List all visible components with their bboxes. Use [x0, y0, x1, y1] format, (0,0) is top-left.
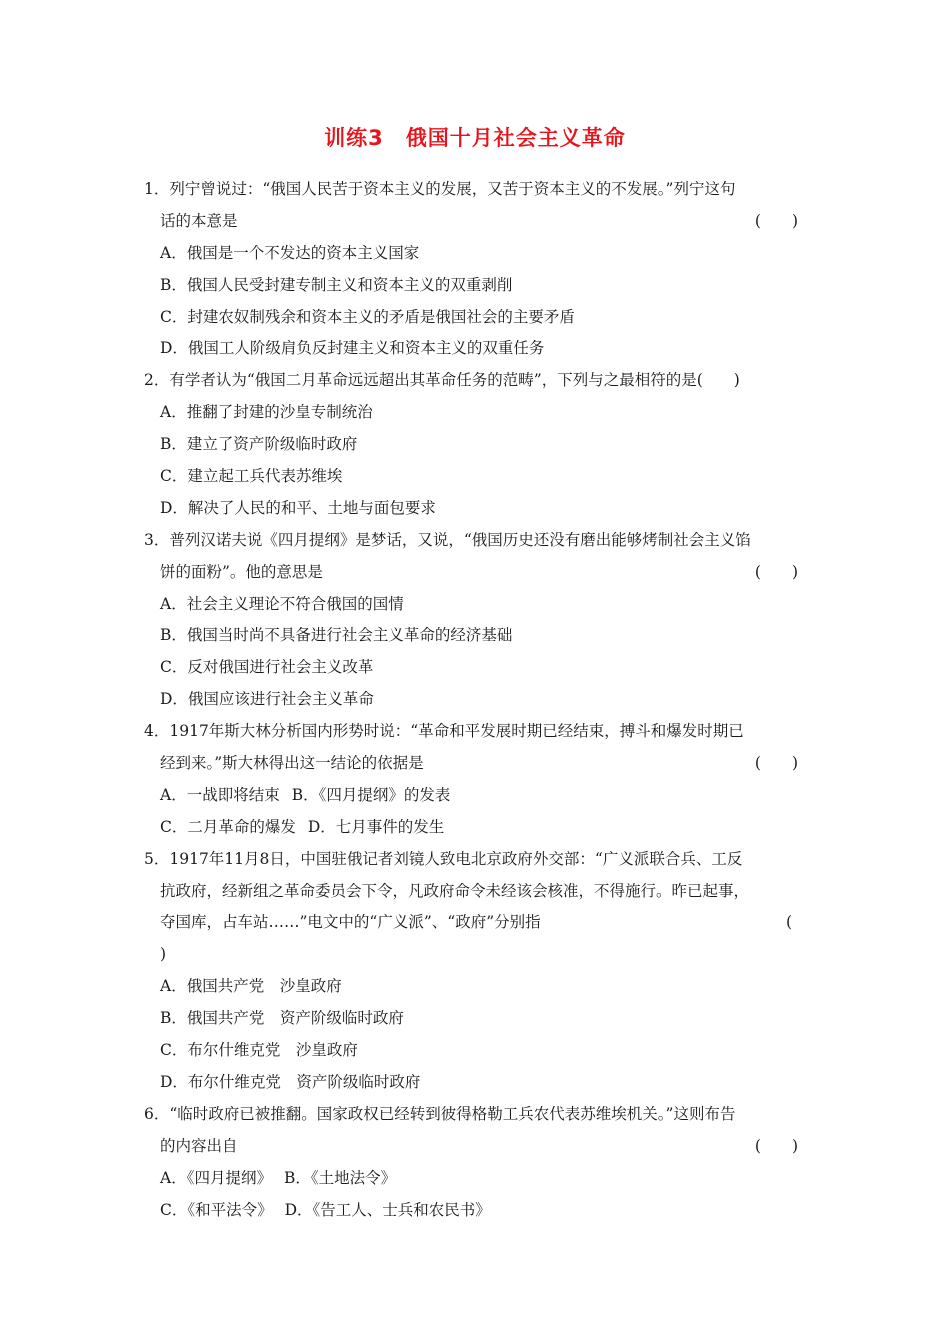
- option-b: B．俄国共产党 资产阶级临时政府: [160, 1009, 404, 1028]
- option-a: A．《四月提纲》: [160, 1168, 272, 1187]
- question-stem: [144, 365, 806, 397]
- answer-space[interactable]: [703, 371, 734, 389]
- option-c: C．二月革命的爆发: [160, 817, 296, 836]
- question-stem-continued: [144, 748, 806, 780]
- question-stem-text: 话的本意是: [160, 211, 238, 230]
- option-c: C．反对俄国进行社会主义改革: [160, 658, 374, 677]
- question-6: [144, 1099, 806, 1227]
- question-4: [144, 716, 806, 844]
- question-3: [144, 525, 806, 716]
- answer-bracket[interactable]: ( ): [754, 1136, 798, 1155]
- question-stem-text: 夺国库，占车站……”电文中的“广义派”、“政府”分别指: [160, 913, 541, 932]
- question-stem-continued: 抗政府，经新组之革命委员会下令，凡政府命令未经该会核准，不得施行。昨已起事，: [160, 881, 750, 900]
- question-2: [144, 365, 806, 524]
- question-stem: 3．普列汉诺夫说《四月提纲》是梦话，又说，“俄国历史还没有磨出能够烤制社会主义馅: [144, 530, 751, 549]
- option-c: C．建立起工兵代表苏维埃: [160, 467, 343, 486]
- question-stem-text: 经到来。”斯大林得出这一结论的依据是: [160, 754, 424, 773]
- option-c: C．《和平法令》: [160, 1200, 273, 1219]
- option-d: D．七月事件的发生: [307, 817, 445, 836]
- answer-bracket-close: ): [733, 371, 740, 390]
- option-a: A．俄国是一个不发达的资本主义国家: [160, 243, 420, 262]
- question-list: [144, 174, 806, 1226]
- option-d: D．布尔什维克党 资产阶级临时政府: [160, 1072, 421, 1091]
- option-d: D．俄国工人阶级肩负反封建主义和资本主义的双重任务: [160, 339, 545, 358]
- option-a: A．一战即将结束: [160, 785, 280, 804]
- option-d: D．《告工人、士兵和农民书》: [284, 1200, 491, 1219]
- answer-bracket[interactable]: ( ): [754, 562, 798, 581]
- option-c: C．封建农奴制残余和资本主义的矛盾是俄国社会的主要矛盾: [160, 307, 575, 326]
- answer-bracket-open[interactable]: (: [785, 913, 792, 932]
- question-stem-continued: [144, 557, 806, 589]
- question-stem-continued: [144, 907, 806, 939]
- answer-bracket-close: ): [160, 945, 167, 964]
- question-stem-text: 2．有学者认为“俄国二月革命远远超出其革命任务的范畴”，下列与之最相符的是(: [144, 371, 703, 390]
- option-b: B．《土地法令》: [283, 1168, 397, 1187]
- question-stem: 1．列宁曾说过：“俄国人民苦于资本主义的发展，又苦于资本主义的不发展。”列宁这句: [144, 180, 736, 198]
- option-b: B．建立了资产阶级临时政府: [160, 435, 358, 454]
- question-stem-continued: [144, 1131, 806, 1163]
- question-stem-text: 饼的面粉”。他的意思是: [160, 562, 323, 581]
- question-stem: 5．1917年11月8日，中国驻俄记者刘镜人致电北京政府外交部：“广义派联合兵、工反: [144, 849, 743, 868]
- option-d: D．解决了人民的和平、土地与面包要求: [160, 498, 436, 517]
- option-row-ab: [144, 1163, 806, 1195]
- option-row-ab: [144, 780, 806, 812]
- option-row-cd: [144, 812, 806, 844]
- question-stem-continued: [144, 206, 806, 238]
- option-a: A．俄国共产党 沙皇政府: [160, 977, 342, 996]
- option-a: A．推翻了封建的沙皇专制统治: [160, 403, 373, 422]
- page-title: 训练3 俄国十月社会主义革命: [324, 126, 626, 150]
- question-stem-text: 的内容出自: [160, 1136, 238, 1155]
- option-c: C．布尔什维克党 沙皇政府: [160, 1041, 358, 1060]
- option-b: B．《四月提纲》的发表: [291, 785, 451, 804]
- option-d: D．俄国应该进行社会主义革命: [160, 690, 374, 709]
- option-a: A．社会主义理论不符合俄国的国情: [160, 594, 404, 613]
- question-stem: 4．1917年斯大林分析国内形势时说：“革命和平发展时期已经结束，搏斗和爆发时期已: [144, 722, 744, 741]
- option-b: B．俄国当时尚不具备进行社会主义革命的经济基础: [160, 626, 513, 645]
- option-b: B．俄国人民受封建专制主义和资本主义的双重剥削: [160, 275, 513, 294]
- answer-bracket[interactable]: ( ): [754, 211, 798, 230]
- question-5: [144, 844, 806, 1099]
- answer-bracket[interactable]: ( ): [754, 754, 798, 773]
- question-1: [144, 174, 806, 365]
- question-stem: 6．“临时政府已被推翻。国家政权已经转到彼得格勒工兵农代表苏维埃机关。”这则布告: [144, 1104, 736, 1123]
- option-row-cd: [144, 1195, 806, 1227]
